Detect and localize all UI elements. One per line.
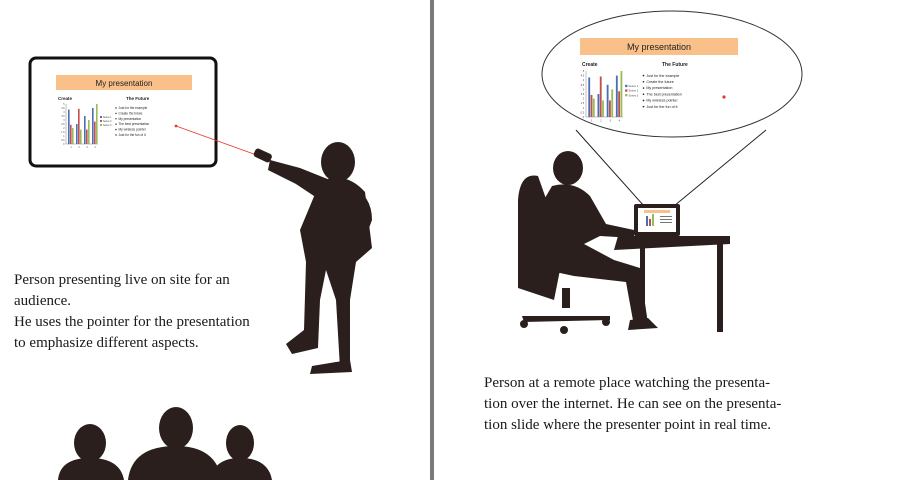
bubble-slide-title: My presentation [626, 42, 692, 52]
bullet-dot [115, 118, 116, 119]
chart-bar [76, 124, 78, 144]
slide-left-heading: Create [58, 96, 73, 101]
bullet-dot [115, 124, 116, 125]
caption-line: Person presenting live on site for an [14, 272, 230, 288]
chart-bar [86, 130, 88, 144]
chart-bar [84, 116, 86, 144]
bullet-text: Just for the fun of it [646, 104, 678, 109]
chart-y-tick: 2.5 [61, 124, 65, 126]
left-scene [0, 0, 430, 480]
bullet-dot [643, 87, 645, 89]
chart-bar [609, 100, 611, 117]
chart-y-tick: 4.5 [61, 108, 65, 110]
chart-y-tick: 3 [582, 88, 585, 92]
caption-line: to emphasize different aspects. [14, 335, 199, 351]
chart-bar [611, 89, 613, 117]
bullet-text: Create the future [646, 79, 674, 84]
chart-bar [80, 130, 82, 144]
zoom-bubble [542, 11, 802, 206]
remote-laser-dot [722, 95, 725, 98]
legend-swatch [100, 116, 102, 118]
chart-y-tick: 0 [63, 144, 65, 146]
chart-bar [72, 128, 74, 144]
chart-y-tick: 0.5 [580, 111, 585, 115]
legend-swatch [100, 124, 102, 126]
bubble-slide-left-heading: Create [582, 62, 598, 68]
chart-bar [588, 77, 590, 117]
chart-y-tick: 1.5 [580, 102, 585, 106]
chart-y-tick: 4 [63, 112, 65, 114]
chart-y-tick: 2.5 [580, 93, 585, 96]
chart-bar [78, 109, 80, 144]
caption-line: tion over the internet. He can see on the presenta- [484, 396, 782, 412]
chart-y-tick: 2 [63, 128, 65, 130]
chart-bar [602, 100, 604, 117]
bullet-text: My wireless pointer [118, 127, 146, 132]
chart-bar [92, 108, 94, 144]
chart-bar [600, 77, 602, 117]
chart-y-tick: 5 [63, 104, 65, 106]
laser-dot [175, 125, 178, 128]
caption-line: tion slide where the presenter point in real time. [484, 417, 771, 433]
chart-bar [88, 120, 90, 144]
legend-label: Series 1 [103, 117, 112, 119]
projected-slide [30, 58, 265, 166]
bullet-text: Create the future [118, 111, 143, 116]
chart-y-tick: 3 [63, 120, 65, 122]
caption-line: He uses the pointer for the presentation [14, 314, 250, 330]
chart-x-tick: 2 [78, 147, 80, 149]
bullet-dot [643, 100, 645, 102]
bullet-text: My presentation [646, 86, 673, 91]
chart-y-tick: 1 [63, 136, 65, 138]
chart-x-tick: 3 [609, 119, 611, 123]
caption-line: audience. [14, 293, 72, 309]
bullet-dot [115, 134, 116, 135]
chart-y-tick: 5 [582, 70, 585, 73]
bullet-text: Just for the fun of it [118, 133, 146, 137]
chart-bar [94, 122, 96, 144]
chart-y-tick: 3.5 [61, 116, 65, 118]
chart-bar [70, 125, 72, 144]
chart-y-tick: 2 [582, 97, 585, 101]
chart-y-tick: 1.5 [61, 132, 65, 134]
left-panel [0, 0, 430, 480]
caption-remote-viewer [484, 373, 824, 436]
chart-bar [591, 95, 593, 117]
legend-label: Series 3 [103, 125, 112, 127]
chart-x-tick: 3 [86, 147, 88, 149]
legend-swatch [625, 94, 627, 96]
legend-label: Series 2 [103, 121, 112, 123]
chart-x-tick: 4 [94, 147, 96, 149]
bullet-dot [643, 81, 645, 83]
bullet-dot [115, 107, 116, 108]
bullet-dot [643, 93, 645, 95]
chart-bar [607, 85, 609, 117]
bullet-dot [643, 106, 645, 108]
bullet-text: The best presentation [646, 92, 682, 97]
chart-y-tick: 4.5 [580, 74, 585, 78]
chart-bar [618, 91, 620, 117]
chart-x-tick: 2 [600, 119, 602, 123]
chart-y-tick: 1 [582, 106, 585, 110]
legend-label: Series 1 [628, 85, 639, 89]
bubble-slide-right-heading: The Future [662, 62, 688, 68]
legend-swatch [100, 120, 102, 122]
slide-title: My presentation [95, 79, 153, 88]
chart-x-tick: 1 [591, 119, 593, 123]
chart-y-tick: 3.5 [580, 83, 585, 87]
chart-bar [593, 99, 595, 117]
bullet-text: Just for the example [646, 73, 680, 78]
chart-bar [616, 76, 618, 117]
legend-swatch [625, 85, 627, 87]
bullet-dot [115, 113, 116, 114]
bullet-text: Just for the example [118, 106, 148, 110]
legend-label: Series 2 [628, 89, 639, 93]
audience-silhouettes [58, 407, 272, 480]
chart-bar [96, 104, 98, 144]
right-panel [434, 0, 900, 480]
chart-y-tick: 4 [582, 79, 585, 83]
slide-right-heading: The Future [126, 96, 150, 101]
bullet-dot [115, 129, 116, 130]
chart-y-tick: 0.5 [61, 140, 65, 142]
bullet-text: The best presentation [118, 122, 150, 127]
chart-bar [68, 110, 70, 144]
legend-swatch [625, 89, 627, 91]
bullet-text: My wireless pointer [646, 98, 678, 103]
caption-live-presenter [14, 270, 294, 354]
laptop [634, 204, 680, 236]
bullet-text: My presentation [118, 116, 142, 121]
chart-bar [598, 94, 600, 117]
chart-bar [621, 71, 623, 117]
caption-line: Person at a remote place watching the presenta- [484, 375, 771, 391]
chart-x-tick: 1 [70, 147, 72, 149]
bullet-dot [643, 75, 645, 77]
chart-y-tick: 0 [582, 116, 585, 119]
legend-label: Series 3 [628, 94, 639, 98]
chart-x-tick: 4 [618, 119, 621, 123]
